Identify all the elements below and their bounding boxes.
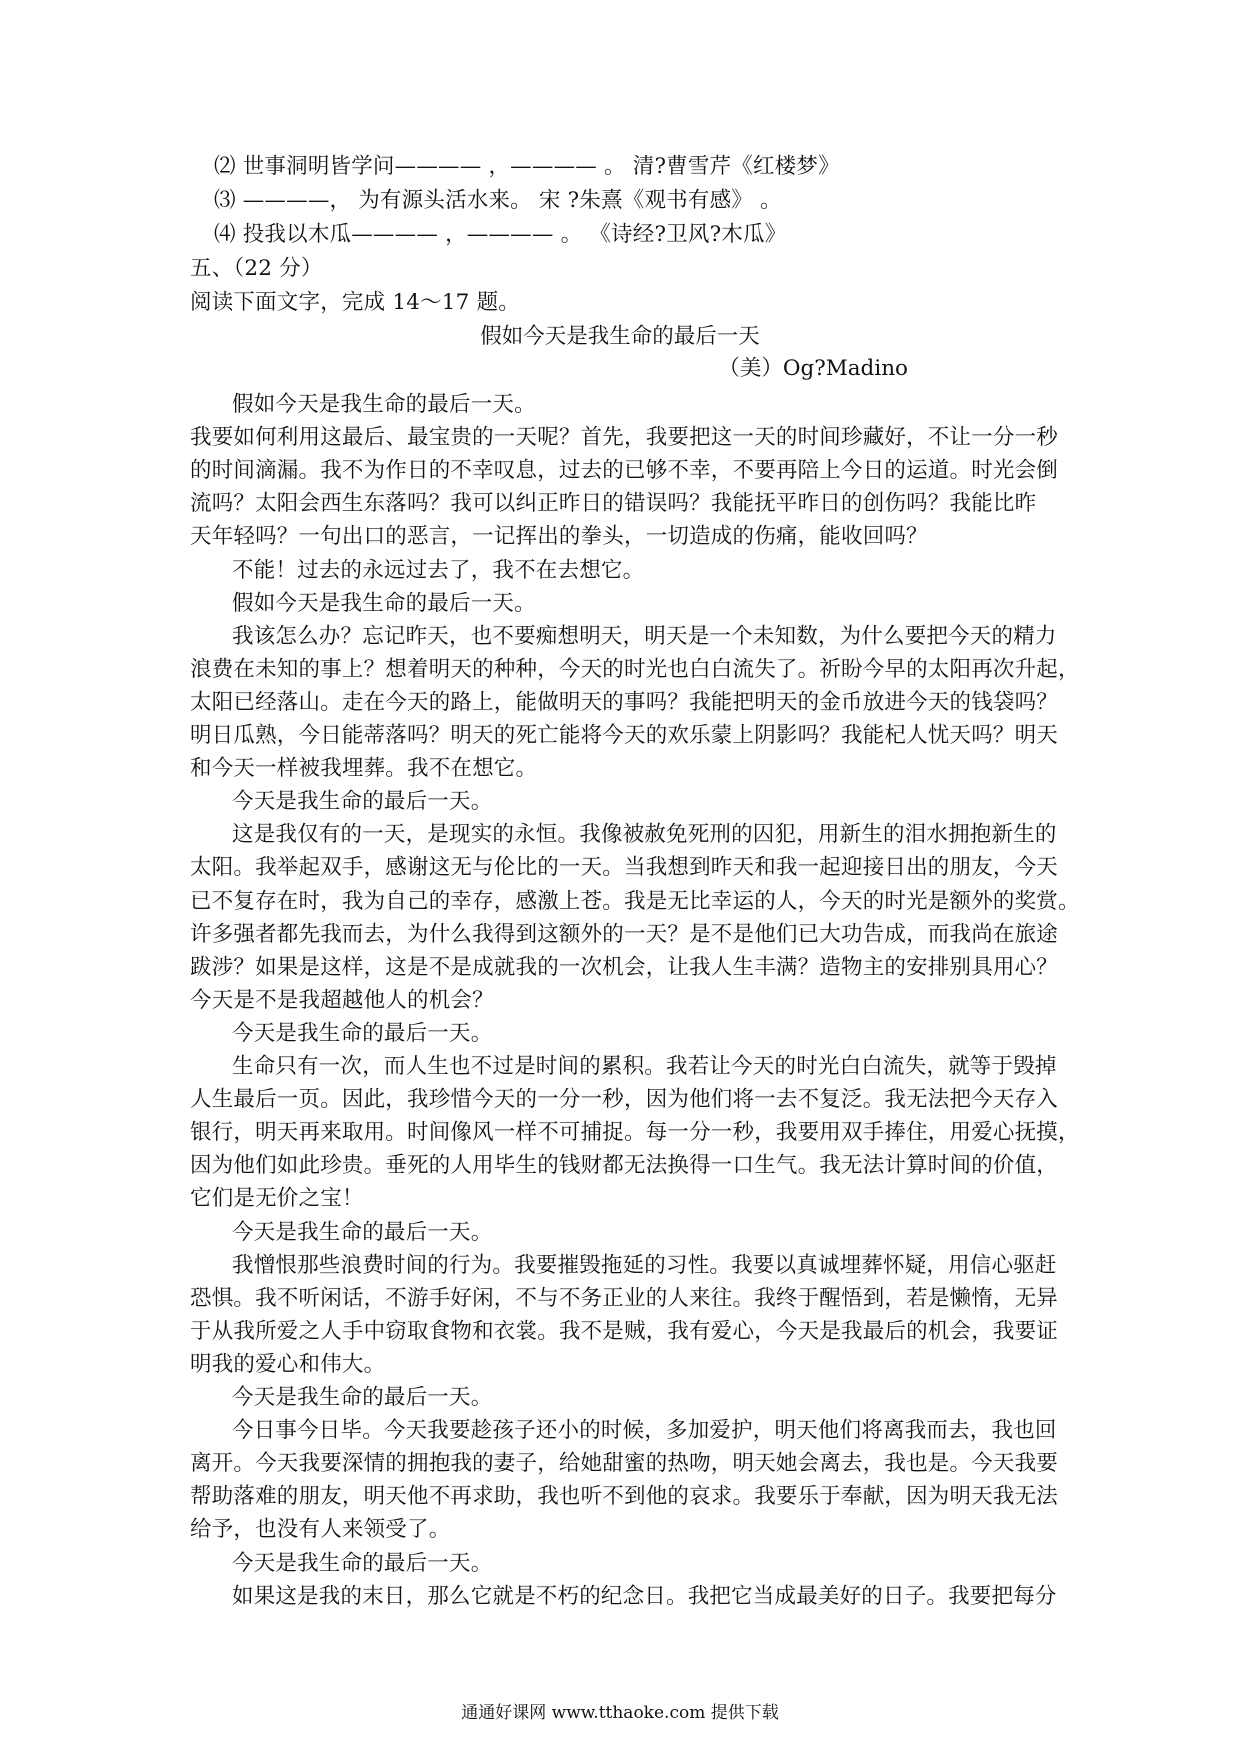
article-line: 生命只有一次，而人生也不过是时间的累积。我若让今天的时光白白流失，就等于毁掉: [232, 1054, 1057, 1079]
article-line: 银行，明天再来取用。时间像风一样不可捕捉。每一分一秒，我要用双手捧住，用爱心抚摸，: [190, 1120, 1080, 1145]
article-line: 今天是我生命的最后一天。: [232, 1220, 493, 1245]
article-line: 今天是不是我超越他人的机会？: [190, 988, 494, 1013]
article-line: 离开。今天我要深情的拥抱我的妻子，给她甜蜜的热吻，明天她会离去，我也是。今天我要: [190, 1451, 1059, 1476]
article-line: 于从我所爱之人手中窃取食物和衣裳。我不是贼，我有爱心，今天是我最后的机会，我要证: [190, 1319, 1059, 1344]
article-line: 人生最后一页。因此，我珍惜今天的一分一秒，因为他们将一去不复泛。我无法把今天存入: [190, 1087, 1059, 1112]
article-line: 已不复存在时，我为自己的幸存，感激上苍。我是无比幸运的人，今天的时光是额外的奖赏。: [190, 889, 1080, 914]
page-footer: 通通好课网 www.tthaoke.com 提供下载: [461, 1703, 779, 1723]
article-line: 不能！过去的永远过去了，我不在去想它。: [232, 558, 645, 583]
article-line: 我该怎么办？忘记昨天，也不要痴想明天，明天是一个未知数，为什么要把今天的精力: [232, 624, 1057, 649]
article-line: 我要如何利用这最后、最宝贵的一天呢？首先，我要把这一天的时间珍藏好，不让一分一秒: [190, 425, 1059, 450]
article-line: 浪费在未知的事上？想着明天的种种，今天的时光也白白流失了。祈盼今早的太阳再次升起，: [190, 657, 1080, 682]
article-line: 今天是我生命的最后一天。: [232, 1551, 493, 1576]
article-line: 的时间滴漏。我不为作日的不幸叹息，过去的已够不幸，不要再陪上今日的运道。时光会倒: [190, 458, 1059, 483]
article-line: 和今天一样被我埋葬。我不在想它。: [190, 756, 538, 781]
article-line: 给予，也没有人来领受了。: [190, 1517, 451, 1542]
article-line: 这是我仅有的一天，是现实的永恒。我像被赦免死刑的囚犯，用新生的泪水拥抱新生的: [232, 822, 1057, 847]
article-line: 今天是我生命的最后一天。: [232, 1385, 493, 1410]
fill-in-item-3: ⑶ ————， 为有源头活水来。 宋 ?朱熹《观书有感》 。: [214, 188, 782, 213]
section-heading: 五、（22 分）: [190, 256, 323, 281]
fill-in-item-2: ⑵ 世事洞明皆学问———— ，———— 。 清?曹雪芹《红楼梦》: [214, 154, 840, 179]
article-line: 今天是我生命的最后一天。: [232, 1021, 493, 1046]
article-line: 假如今天是我生命的最后一天。: [232, 591, 536, 616]
article-line: 因为他们如此珍贵。垂死的人用毕生的钱财都无法换得一口生气。我无法计算时间的价值，: [190, 1153, 1059, 1178]
article-line: 明日瓜熟，今日能蒂落吗？明天的死亡能将今天的欢乐蒙上阴影吗？我能杞人忧天吗？明天: [190, 723, 1059, 748]
article-line: 我憎恨那些浪费时间的行为。我要摧毁拖延的习性。我要以真诚埋葬怀疑，用信心驱赶: [232, 1253, 1057, 1278]
article-line: 如果这是我的末日，那么它就是不朽的纪念日。我把它当成最美好的日子。我要把每分: [232, 1584, 1057, 1609]
article-line: 太阳已经落山。走在今天的路上，能做明天的事吗？我能把明天的金币放进今天的钱袋吗？: [190, 690, 1059, 715]
article-line: 许多强者都先我而去，为什么我得到这额外的一天？是不是他们已大功告成，而我尚在旅途: [190, 922, 1059, 947]
article-line: 天年轻吗？一句出口的恶言，一记挥出的拳头，一切造成的伤痛，能收回吗？: [190, 524, 928, 549]
article-line: 恐惧。我不听闲话，不游手好闲，不与不务正业的人来往。我终于醒悟到，若是懒惰，无异: [190, 1286, 1059, 1311]
article-author: （美）Og?Madino: [718, 356, 908, 381]
article-line: 帮助落难的朋友，明天他不再求助，我也听不到他的哀求。我要乐于奉献，因为明天我无法: [190, 1484, 1059, 1509]
article-line: 明我的爱心和伟大。: [190, 1352, 386, 1377]
section-instruction: 阅读下面文字，完成 14～17 题。: [190, 290, 520, 315]
article-line: 假如今天是我生命的最后一天。: [232, 392, 536, 417]
article-line: 今天是我生命的最后一天。: [232, 789, 493, 814]
article-line: 它们是无价之宝！: [190, 1186, 364, 1211]
article-line: 流吗？太阳会西生东落吗？我可以纠正昨日的错误吗？我能抚平昨日的创伤吗？我能比昨: [190, 491, 1037, 516]
article-line: 太阳。我举起双手，感谢这无与伦比的一天。当我想到昨天和我一起迎接日出的朋友，今天: [190, 855, 1059, 880]
article-line: 跋涉？如果是这样，这是不是成就我的一次机会，让我人生丰满？造物主的安排别具用心？: [190, 955, 1059, 980]
article-line: 今日事今日毕。今天我要趁孩子还小的时候，多加爱护，明天他们将离我而去，我也回: [232, 1418, 1057, 1443]
fill-in-item-4: ⑷ 投我以木瓜———— ，———— 。 《诗经?卫风?木瓜》: [214, 222, 787, 247]
article-title: 假如今天是我生命的最后一天: [480, 324, 760, 349]
